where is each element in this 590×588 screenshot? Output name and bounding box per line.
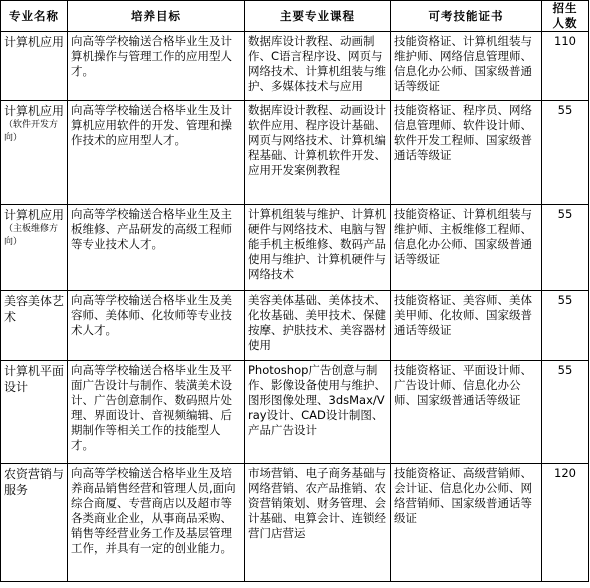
major-name-cell	[1, 361, 68, 464]
major-name-cell	[1, 291, 68, 361]
major-name-cell	[1, 464, 68, 582]
header-certs: 可考技能证书	[391, 1, 542, 32]
courses-cell: 市场营销、电子商务基础与网络营销、农产品推销、农资营销策划、财务管理、会计基础、电算会计、连锁经营门店营运	[245, 464, 391, 582]
major-name: 计算机平面设计	[4, 364, 65, 394]
enrollment-count: 55	[542, 205, 589, 291]
major-direction: （主板维修方向）	[4, 224, 59, 247]
goal-cell: 向高等学校输送合格毕业生及计算机操作与管理工作的应用型人才。	[68, 32, 245, 101]
major-name-cell	[1, 205, 68, 291]
table-row	[1, 205, 589, 291]
table-row	[1, 32, 589, 101]
certs-cell: 技能资格证、平面设计师、广告设计师、信息化办公师、国家级普通话等级证	[391, 361, 542, 464]
major-name: 计算机应用	[4, 35, 65, 49]
header-enrollment	[542, 1, 589, 32]
header-row	[1, 1, 589, 32]
major-name: 计算机应用	[4, 208, 65, 222]
courses-cell: 数据库设计教程、动画设计软件应用、程序设计基础、网页与网络技术、计算机编程基础、计算机软件开发、应用开发案例教程	[245, 101, 391, 205]
major-name: 农资营销与服务	[4, 467, 65, 497]
header-goal: 培养目标	[68, 1, 245, 32]
major-name-cell	[1, 101, 68, 205]
table-row	[1, 464, 589, 582]
header-enroll-line2: 人数	[552, 16, 578, 30]
courses-cell: 计算机组装与维护、计算机硬件与网络技术、电脑与智能手机主板维修、数码产品使用与维护、计算机硬件与网络技术	[245, 205, 391, 291]
header-enroll-line1: 招生	[552, 1, 578, 15]
table-row	[1, 361, 589, 464]
major-name: 计算机应用	[4, 104, 65, 118]
header-courses: 主要专业课程	[245, 1, 391, 32]
certs-cell: 技能资格证、计算机组装与维护师、主板维修工程师、信息化办公师、国家级普通话等级证	[391, 205, 542, 291]
goal-cell: 向高等学校输送合格毕业生及美容师、美体师、化妆师等专业技术人才。	[68, 291, 245, 361]
certs-cell: 技能资格证、计算机组装与维护师、网络信息管理师、信息化办公师、国家级普通话等级证	[391, 32, 542, 101]
table-row	[1, 101, 589, 205]
courses-cell: Photoshop广告创意与制作、影像设备使用与维护、图形图像处理、3dsMax/Vray设计、CAD设计制图、产品广告设计	[245, 361, 391, 464]
certs-cell: 技能资格证、美容师、美体美甲师、化妆师、国家级普通话等级证	[391, 291, 542, 361]
enrollment-count: 55	[542, 361, 589, 464]
goal-cell: 向高等学校输送合格毕业生及主板维修、产品研发的高级工程师等专业技术人才。	[68, 205, 245, 291]
courses-cell: 美容美体基础、美体技术、化妆基础、美甲技术、保健按摩、护肤技术、美容器材使用	[245, 291, 391, 361]
major-name: 美容美体艺术	[4, 294, 65, 324]
enrollment-count: 55	[542, 291, 589, 361]
enrollment-count: 110	[542, 32, 589, 101]
enrollment-count: 120	[542, 464, 589, 582]
major-direction: （软件开发方向）	[4, 120, 59, 143]
header-major: 专业名称	[1, 1, 68, 32]
table-row	[1, 291, 589, 361]
major-name-cell	[1, 32, 68, 101]
enrollment-count: 55	[542, 101, 589, 205]
courses-cell: 数据库设计教程、动画制作、C语言程序设、网页与网络技术、计算机组装与维护、多媒体技术与应用	[245, 32, 391, 101]
goal-cell: 向高等学校输送合格毕业生及计算机应用软件的开发、管理和操作技术的应用型人才。	[68, 101, 245, 205]
goal-cell: 向高等学校输送合格毕业生及培养商品销售经营和管理人员,面向综合商厦、专营商店以及超市等各类商业企业，从事商品采购、销售等经营业务工作及基层管理工作，并具有一定的创业能力。	[68, 464, 245, 582]
certs-cell: 技能资格证、程序员、网络信息管理师、软件设计师、软件开发工程师、国家级普通话等级证	[391, 101, 542, 205]
certs-cell: 技能资格证、高级营销师、会计证、信息化办公师、网络营销师、国家级普通话等级证	[391, 464, 542, 582]
goal-cell: 向高等学校输送合格毕业生及平面广告设计与制作、装潢美术设计、广告创意制作、数码照片处理、界面设计、音视频编辑、后期制作等相关工作的技能型人才。	[68, 361, 245, 464]
